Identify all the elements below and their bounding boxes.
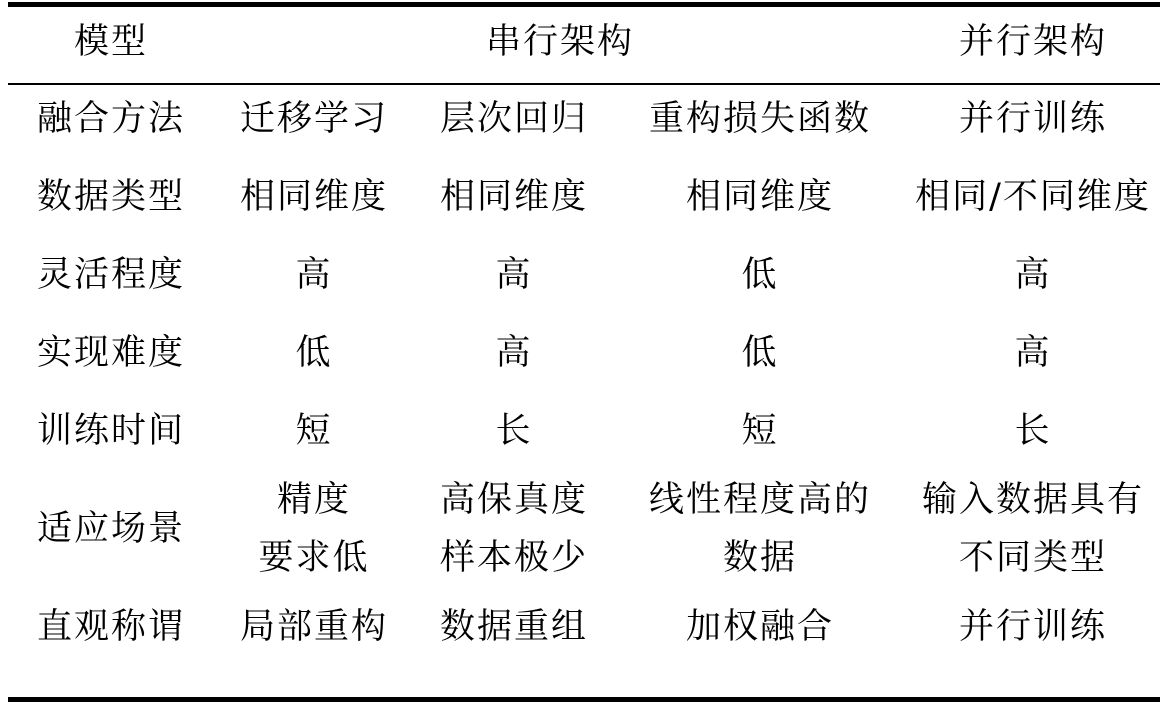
cell-line: 输入数据具有 [922, 480, 1145, 520]
table-cell: 迁移学习 [239, 99, 388, 139]
table-cell [414, 470, 614, 588]
cell-line: 精度 [276, 480, 351, 520]
table-cell: 数据重组 [439, 607, 588, 647]
table-cell: 局部重构 [239, 607, 388, 647]
table-cell: 相同维度 [439, 177, 588, 217]
table-cell [614, 470, 906, 588]
table-row [8, 80, 1160, 158]
table-row [8, 470, 1160, 588]
header-model: 模型 [73, 22, 148, 62]
table-row [8, 392, 1160, 470]
table-cell [906, 470, 1160, 588]
table-header-row [8, 4, 1160, 80]
header-parallel-architecture: 并行架构 [959, 22, 1108, 62]
table-cell: 相同/不同维度 [915, 177, 1151, 217]
table-cell: 高 [1014, 333, 1052, 373]
table-cell: 高 [295, 255, 333, 295]
cell-line: 高保真度 [439, 480, 588, 520]
table-cell: 并行训练 [959, 99, 1108, 139]
row-label: 实现难度 [36, 333, 185, 373]
table-cell: 重构损失函数 [649, 99, 872, 139]
cell-line: 线性程度高的 [649, 480, 872, 520]
table-cell: 高 [495, 255, 533, 295]
table-bottom-rule [8, 697, 1160, 702]
table-cell: 低 [295, 333, 333, 373]
table-cell: 低 [741, 255, 779, 295]
row-label: 训练时间 [36, 411, 185, 451]
table-cell: 长 [1014, 411, 1052, 451]
table-cell: 相同维度 [239, 177, 388, 217]
cell-line: 要求低 [258, 538, 370, 578]
table-row [8, 158, 1160, 236]
row-label: 适应场景 [36, 509, 185, 549]
cell-line: 数据 [723, 538, 798, 578]
table-cell: 加权融合 [686, 607, 835, 647]
table-cell: 低 [741, 333, 779, 373]
table-cell: 高 [495, 333, 533, 373]
row-label: 直观称谓 [36, 607, 185, 647]
table-cell: 短 [295, 411, 333, 451]
table-row [8, 236, 1160, 314]
table-row [8, 588, 1160, 666]
table-cell: 短 [741, 411, 779, 451]
table-cell: 高 [1014, 255, 1052, 295]
row-label: 灵活程度 [36, 255, 185, 295]
header-serial-architecture: 串行架构 [486, 22, 635, 62]
table-cell [214, 470, 414, 588]
table-cell: 相同维度 [686, 177, 835, 217]
cell-line: 不同类型 [959, 538, 1108, 578]
table-cell: 长 [495, 411, 533, 451]
table-cell: 并行训练 [959, 607, 1108, 647]
comparison-table [8, 4, 1160, 666]
table-row [8, 314, 1160, 392]
cell-line: 样本极少 [439, 538, 588, 578]
table-cell: 层次回归 [439, 99, 588, 139]
row-label: 融合方法 [36, 99, 185, 139]
row-label: 数据类型 [36, 177, 185, 217]
